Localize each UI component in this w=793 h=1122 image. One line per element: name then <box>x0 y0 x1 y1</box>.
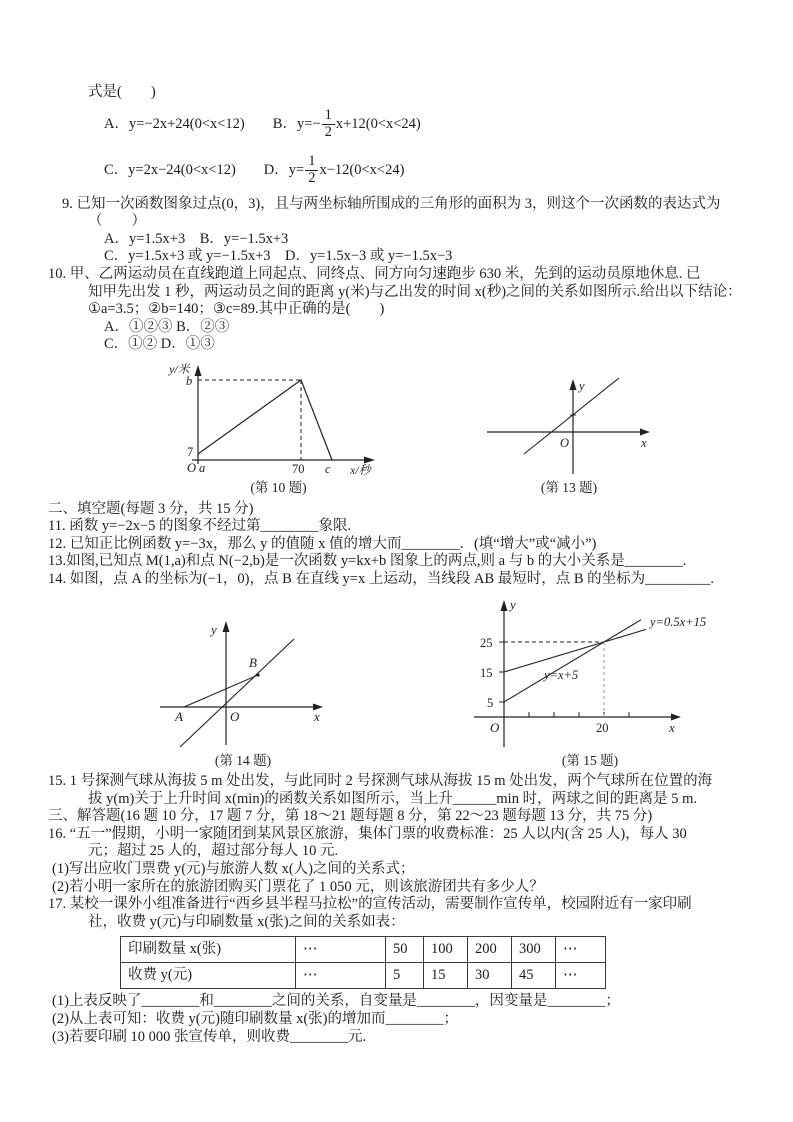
q8-stem-tail: 式是( ) <box>88 84 156 100</box>
fig15-line1-equation: y=x+5 <box>544 667 579 682</box>
table-cell: 30 <box>468 963 512 989</box>
x-axis <box>474 713 681 720</box>
table-cell: 300 <box>512 937 556 963</box>
point-B-dot <box>256 673 259 676</box>
q8-options-ab <box>48 102 753 148</box>
y-axis-arrow <box>501 600 508 611</box>
table-cell: ⋯ <box>296 963 386 989</box>
q9-options-cd: C．y=1.5x+3 或 y=−1.5x+3 D．y=1.5x−3 或 y=−1.5x−3 <box>104 248 453 265</box>
x-axis <box>192 456 375 463</box>
fig10-label-c: c <box>325 461 331 476</box>
fig10-y-axis-label: y/米 <box>169 361 190 376</box>
fig13-caption: (第 13 题) <box>540 479 598 495</box>
y-axis-arrow <box>195 365 202 376</box>
figures-row-2 <box>148 593 753 770</box>
q8-option-d-pre: D．y= <box>263 161 305 178</box>
table-cell: 印刷数量 x(张) <box>121 937 296 963</box>
q16-sub2: (2)若小明一家所在的旅游团购买门票花了 1 050 元，则该旅游团共有多少人？ <box>52 878 544 895</box>
y-axis <box>501 600 508 747</box>
fig14-label-A: A <box>175 708 183 724</box>
fig13-label-y: y <box>579 378 585 393</box>
segment-AB <box>184 675 258 707</box>
section2-header: 二、填空题(每题 3 分，共 15 分) <box>48 500 254 517</box>
table-row-fee <box>121 963 606 989</box>
q8-option-b-pre: B．y=− <box>272 115 321 132</box>
q10-line2: 知甲先出发 1 秒，两运动员之间的距离 y(米)与乙出发的时间 x(秒)之间的关系如图所示.给出以下结论： <box>88 283 742 300</box>
fig10-caption: (第 10 题) <box>250 479 307 495</box>
table-cell: 15 <box>424 963 468 989</box>
q10-options-ab: A．①②③ B．②③ <box>104 318 230 335</box>
y-axis-arrow <box>223 621 230 632</box>
figure-q13-graph <box>469 370 669 478</box>
figure-q10-block <box>166 360 391 497</box>
q17-sub1: (1)上表反映了________和________之间的关系，自变量是________，因变量是________； <box>52 993 620 1010</box>
q16-sub1: (1)写出应收门票费 y(元)与旅游人数 x(人)之间的关系式； <box>52 861 415 878</box>
table-cell: 45 <box>512 963 556 989</box>
x-axis-ticks <box>529 712 629 717</box>
fig14-label-x: x <box>314 708 320 724</box>
q17-sub2: (2)从上表可知：收费 y(元)随印刷数量 x(张)的增加而________； <box>52 1011 458 1028</box>
figure-q10-graph <box>166 360 391 478</box>
y-axis-ticks <box>499 642 504 702</box>
table-cell: ⋯ <box>556 963 606 989</box>
fig13-label-O: O <box>560 435 570 450</box>
figure-q14-graph <box>148 611 338 751</box>
fig15-tick-20: 20 <box>596 720 609 735</box>
fig13-label-x: x <box>641 435 647 450</box>
fig10-label-70: 70 <box>292 461 305 476</box>
fraction-one-half: $\frac{1}{2}$ <box>322 108 335 141</box>
fig15-label-O: O <box>490 719 500 735</box>
exam-content <box>48 84 753 1046</box>
section3-header: 三、解答题(16 题 10 分，17 题 7 分，第 18～21 题每题 8 分，第 22～23 题每题 13 分，共 75 分) <box>48 808 653 825</box>
y-axis <box>223 621 230 745</box>
q8-options-cd <box>48 148 753 194</box>
q16-line2: 元；超过 25 人的，超过部分每人 10 元. <box>88 843 339 860</box>
x-axis <box>487 428 650 435</box>
distance-time-curve <box>198 380 332 460</box>
q17-sub3: (3)若要印刷 10 000 张宣传单，则收费________元. <box>52 1028 367 1045</box>
x-axis-arrow <box>640 428 650 435</box>
fig15-label-y: y <box>510 596 516 612</box>
q9-options-ab: A．y=1.5x+3 B．y=−1.5x+3 <box>104 230 289 247</box>
figure-q14-block <box>148 611 338 770</box>
fig15-tick-15: 15 <box>480 665 493 680</box>
fig15-line2-equation: y=0.5x+15 <box>650 614 707 629</box>
fig14-label-B: B <box>249 654 257 670</box>
fig14-label-y: y <box>211 621 217 637</box>
q9-line1: 9. 已知一次函数图象过点(0，3)，且与两坐标轴所围成的三角形的面积为 3，则这个一次函数的表达式为 <box>62 195 721 212</box>
fig14-caption: (第 14 题) <box>214 752 272 768</box>
table-cell: ⋯ <box>556 937 606 963</box>
fig14-label-O: O <box>230 708 240 724</box>
table-row-quantity <box>121 937 606 963</box>
q8-option-a: A．y=−2x+24(0<x<12) <box>104 115 245 132</box>
q17-line1: 17. 某校一课外小组准备进行“西乡县半程马拉松”的宣传活动，需要制作宣传单，校园附近有一家印刷 <box>48 896 692 913</box>
q9-line2: （ ） <box>88 213 146 230</box>
figure-q13-block <box>469 370 669 497</box>
q10-line3: ①a=3.5；②b=140；③c=89.其中正确的是( ) <box>88 301 385 318</box>
fraction-one-half: $\frac{1}{2}$ <box>305 154 318 187</box>
q13-text: 13.如图,已知点 M(1,a)和点 N(−2,b)是一次函数 y=kx+b 图象上的两点,则 a 与 b 的大小关系是________. <box>48 553 687 570</box>
figures-row-1 <box>166 360 753 497</box>
fig15-tick-5: 5 <box>487 695 494 710</box>
q11-text: 11. 函数 y=−2x−5 的图象不经过第________象限. <box>48 518 352 535</box>
fig15-caption: (第 15 题) <box>561 752 619 768</box>
q15-line1: 15. 1 号探测气球从海拔 5 m 处出发，与此同时 2 号探测气球从海拔 15 m 处出发，两个气球所在位置的海 <box>48 773 713 790</box>
q8-option-c: C．y=2x−24(0<x<12) <box>104 161 236 178</box>
table-cell: 100 <box>424 937 468 963</box>
fig10-label-b: b <box>186 373 193 388</box>
q15-line2: 拔 y(m)关于上升时间 x(min)的函数关系如图所示，当上升______min 时，两球之间的距离是 5 m. <box>88 790 697 807</box>
line-y-equals-x <box>180 639 294 747</box>
figure-q15-graph <box>456 593 724 751</box>
q17-line2: 社，收费 y(元)与印刷数量 x(张)之间的关系如表： <box>88 913 405 930</box>
table-cell: 5 <box>386 963 424 989</box>
fig15-tick-25: 25 <box>480 635 493 650</box>
print-pricing-table <box>120 936 606 989</box>
q16-line1: 16. “五一”假期，小明一家随团到某风景区旅游，集体门票的收费标准：25 人以内(含 25 人)，每人 30 <box>48 825 687 842</box>
table-cell: 50 <box>386 937 424 963</box>
y-axis <box>570 379 577 474</box>
figure-q15-block <box>456 593 724 770</box>
fig10-label-a: a <box>199 460 206 475</box>
q8-option-b-post: x+12(0<x<24) <box>335 115 421 132</box>
table-cell: ⋯ <box>296 937 386 963</box>
table-cell: 收费 y(元) <box>121 963 296 989</box>
q10-line1: 10. 甲、乙两运动员在直线跑道上同起点、同终点、同方向匀速跑步 630 米，先到的运动员原地休息. 已 <box>48 265 701 282</box>
fig10-label-7: 7 <box>187 444 194 459</box>
q8-option-d-post: x−12(0<x<24) <box>319 161 405 178</box>
fig10-label-O: O <box>187 460 197 475</box>
table-cell: 200 <box>468 937 512 963</box>
q12-text: 12. 已知正比例函数 y=−3x，那么 y 的值随 x 值的增大而________．(填“增大”或“减小”) <box>48 535 597 552</box>
fig10-x-axis-label: x/秒 <box>350 462 371 477</box>
line-y-x-plus-5 <box>504 619 641 701</box>
line-y-half-x-plus-15 <box>504 629 646 672</box>
q14-text: 14. 如图，点 A 的坐标为(−1，0)，点 B 在直线 y=x 上运动，当线段 AB 最短时，点 B 的坐标为_________. <box>48 570 715 587</box>
q10-options-cd: C．①② D．①③ <box>104 336 215 353</box>
fig15-label-x: x <box>669 719 675 735</box>
y-axis-arrow <box>570 379 577 390</box>
